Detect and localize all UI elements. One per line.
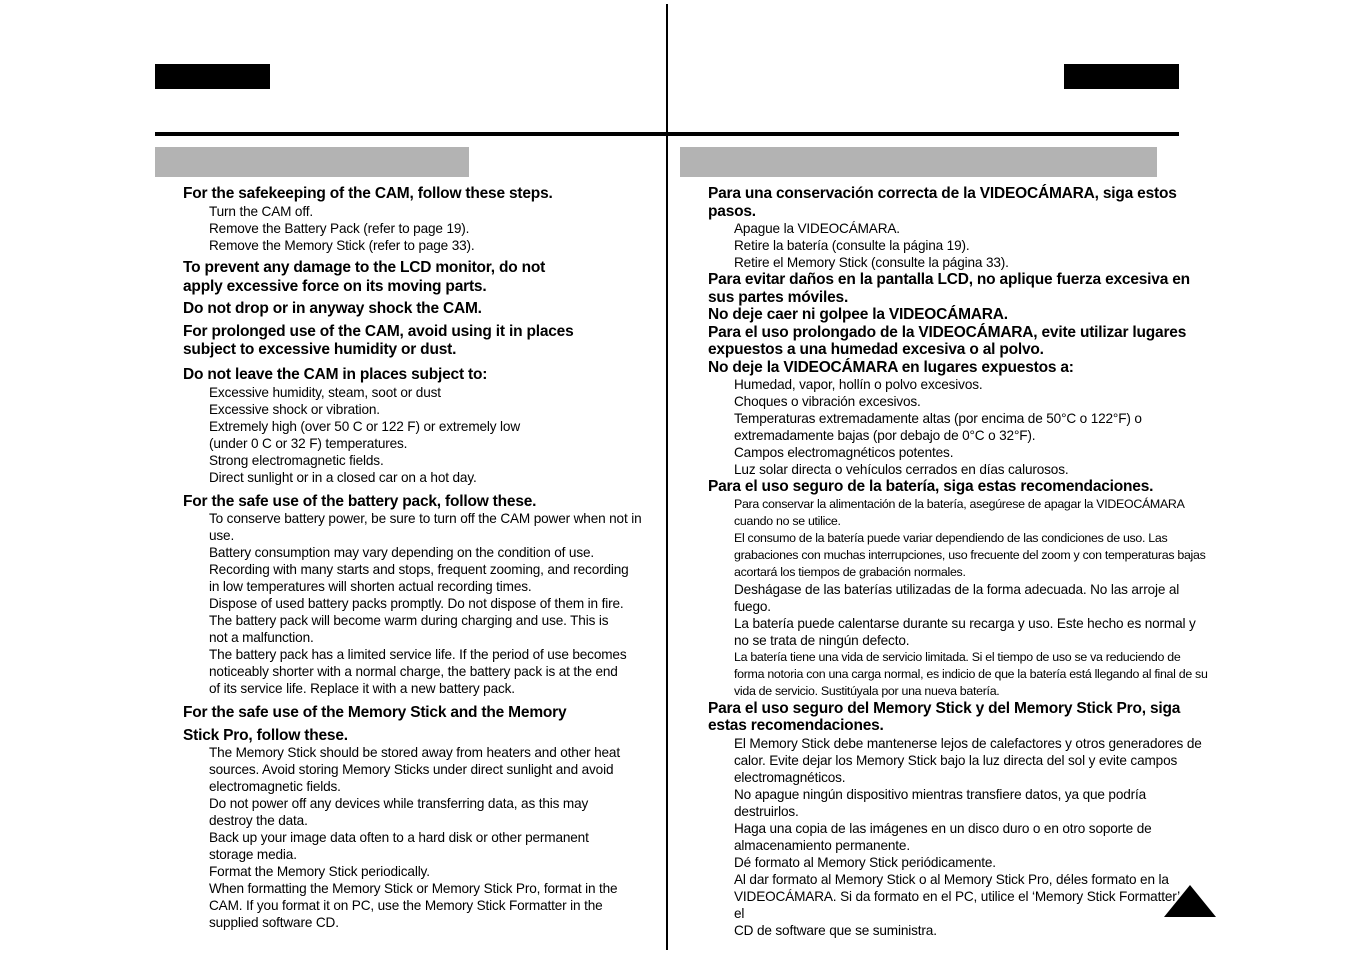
list-item: Excessive shock or vibration. xyxy=(209,401,380,417)
list-item: Back up your image data often to a hard disk or other permanent storage media. xyxy=(209,830,589,862)
list-item: The battery pack has a limited service life. If the period of use becomes noticeably shorter with a normal charge, the battery pack is at the end of its service life. Replace it with a new battery pack. xyxy=(209,647,627,696)
list-item: Choques o vibración excesivos. xyxy=(734,394,921,409)
section-heading: No deje caer ni golpee la VIDEOCÁMARA. xyxy=(708,306,1008,323)
list-item: The Memory Stick should be stored away from heaters and other heat sources. Avoid storing Memory Sticks under direct sunlight and avoid electromagnetic fields. xyxy=(209,745,620,794)
list-item: La batería tiene una vida de servicio limitada. Si el tiempo de uso se va reduciendo de forma notoria con una carga normal, es indicio de que la batería está llegando al final de su vida de servicio. Sustitúyala por una nueva batería. xyxy=(734,649,1208,698)
list-item: When formatting the Memory Stick or Memory Stick Pro, format in the CAM. If you format it on PC, use the Memory Stick Formatter in the supplied software CD. xyxy=(209,881,618,930)
list-item: Do not power off any devices while transferring data, as this may destroy the data. xyxy=(209,796,589,828)
section-heading: For the safekeeping of the CAM, follow these steps. xyxy=(183,185,553,202)
list-item: No apague ningún dispositivo mientras transfiere datos, ya que podría destruirlos. xyxy=(734,786,1147,819)
section-heading: Para el uso seguro de la batería, siga estas recomendaciones. xyxy=(708,478,1154,495)
list-item: Humedad, vapor, hollín o polvo excesivos. xyxy=(734,377,983,392)
list-item: Retire la batería (consulte la página 19). xyxy=(734,238,970,253)
list-item: El Memory Stick debe mantenerse lejos de calefactores y otros generadores de calor. Evite dejar los Memory Stick bajo la luz directa del sol y evite campos electromagnéticos. xyxy=(734,735,1202,785)
next-page-arrow-icon xyxy=(1164,885,1216,917)
section-heading: Do not leave the CAM in places subject to: xyxy=(183,366,488,383)
section-heading: Para el uso seguro del Memory Stick y del Memory Stick Pro, siga estas recomendaciones. xyxy=(708,699,1181,734)
english-column xyxy=(183,185,663,931)
section-bar-right xyxy=(680,147,1157,177)
list-item: Strong electromagnetic fields. xyxy=(209,452,384,468)
list-item: Luz solar directa o vehículos cerrados en días calurosos. xyxy=(734,462,1069,477)
section-heading: For the safe use of the Memory Stick and the Memory xyxy=(183,704,567,721)
list-item: La batería puede calentarse durante su recarga y uso. Este hecho es normal y no se trata de ningún defecto. xyxy=(734,615,1196,648)
section-heading: Do not drop or in anyway shock the CAM. xyxy=(183,299,482,317)
list-item: Apague la VIDEOCÁMARA. xyxy=(734,221,900,236)
list-item: Haga una copia de las imágenes en un disco duro o en otro soporte de almacenamiento permanente. xyxy=(734,820,1152,853)
list-item: Extremely high (over 50 C or 122 F) or extremely low (under 0 C or 32 F) temperatures. xyxy=(209,418,521,451)
list-item: Dé formato al Memory Stick periódicamente. xyxy=(734,854,996,870)
section-heading: For prolonged use of the CAM, avoid using it in places subject to excessive humidity or dust. xyxy=(183,323,574,358)
list-item: To conserve battery power, be sure to turn off the CAM power when not in use. xyxy=(209,511,642,543)
header-rule xyxy=(155,132,1179,136)
list-item: Format the Memory Stick periodically. xyxy=(209,864,430,879)
section-heading: Para el uso prolongado de la VIDEOCÁMARA, evite utilizar lugares expuestos a una humedad excesiva o al polvo. xyxy=(708,323,1187,358)
list-item: Temperaturas extremadamente altas (por encima de 50°C o 122°F) o extremadamente bajas (por debajo de 0°C o 32°F). xyxy=(734,411,1142,443)
section-heading: No deje la VIDEOCÁMARA en lugares expuestos a: xyxy=(708,358,1074,376)
section-heading: Para una conservación correcta de la VIDEOCÁMARA, siga estos pasos. xyxy=(708,185,1177,220)
language-tab-left xyxy=(155,64,270,89)
list-item: Dispose of used battery packs promptly. Do not dispose of them in fire. xyxy=(209,596,624,611)
section-bar-left xyxy=(155,147,469,177)
list-item: Retire el Memory Stick (consulte la página 33). xyxy=(734,255,1009,270)
list-item: Direct sunlight or in a closed car on a hot day. xyxy=(209,469,477,485)
center-divider xyxy=(666,4,668,950)
list-item: The battery pack will become warm during charging and use. This is not a malfunction. xyxy=(209,613,609,645)
list-item: Al dar formato al Memory Stick o al Memory Stick Pro, déles formato en la VIDEOCÁMARA. Si da formato en el PC, utilice el ‘Memory Stick Formatter’ en el CD de software que se suministra. xyxy=(734,871,1198,938)
list-item: Para conservar la alimentación de la batería, asegúrese de apagar la VIDEOCÁMARA cuando no se utilice. xyxy=(734,496,1185,528)
language-tab-right xyxy=(1064,64,1179,89)
list-item: Recording with many starts and stops, frequent zooming, and recording in low temperatures will shorten actual recording times. xyxy=(209,562,629,594)
spanish-column xyxy=(708,185,1208,939)
list-item: Turn the CAM off. xyxy=(209,203,313,219)
section-heading: Stick Pro, follow these. xyxy=(183,726,348,744)
list-item: Remove the Battery Pack (refer to page 19). xyxy=(209,220,470,236)
list-item: Remove the Memory Stick (refer to page 33). xyxy=(209,237,475,253)
list-item: El consumo de la batería puede variar dependiendo de las condiciones de uso. Las grabaciones con muchas interrupciones, uso frecuente del zoom y con temperaturas bajas acortará los tiempos de grabación normales. xyxy=(734,530,1206,579)
section-heading: For the safe use of the battery pack, follow these. xyxy=(183,492,537,510)
list-item: Deshágase de las baterías utilizadas de la forma adecuada. No las arroje al fuego. xyxy=(734,581,1180,614)
list-item: Campos electromagnéticos potentes. xyxy=(734,445,954,460)
section-heading: Para evitar daños en la pantalla LCD, no aplique fuerza excesiva en sus partes móviles. xyxy=(708,271,1190,306)
section-heading: To prevent any damage to the LCD monitor, do not apply excessive force on its moving parts. xyxy=(183,258,546,295)
list-item: Excessive humidity, steam, soot or dust xyxy=(209,384,441,400)
list-item: Battery consumption may vary depending on the condition of use. xyxy=(209,545,595,560)
